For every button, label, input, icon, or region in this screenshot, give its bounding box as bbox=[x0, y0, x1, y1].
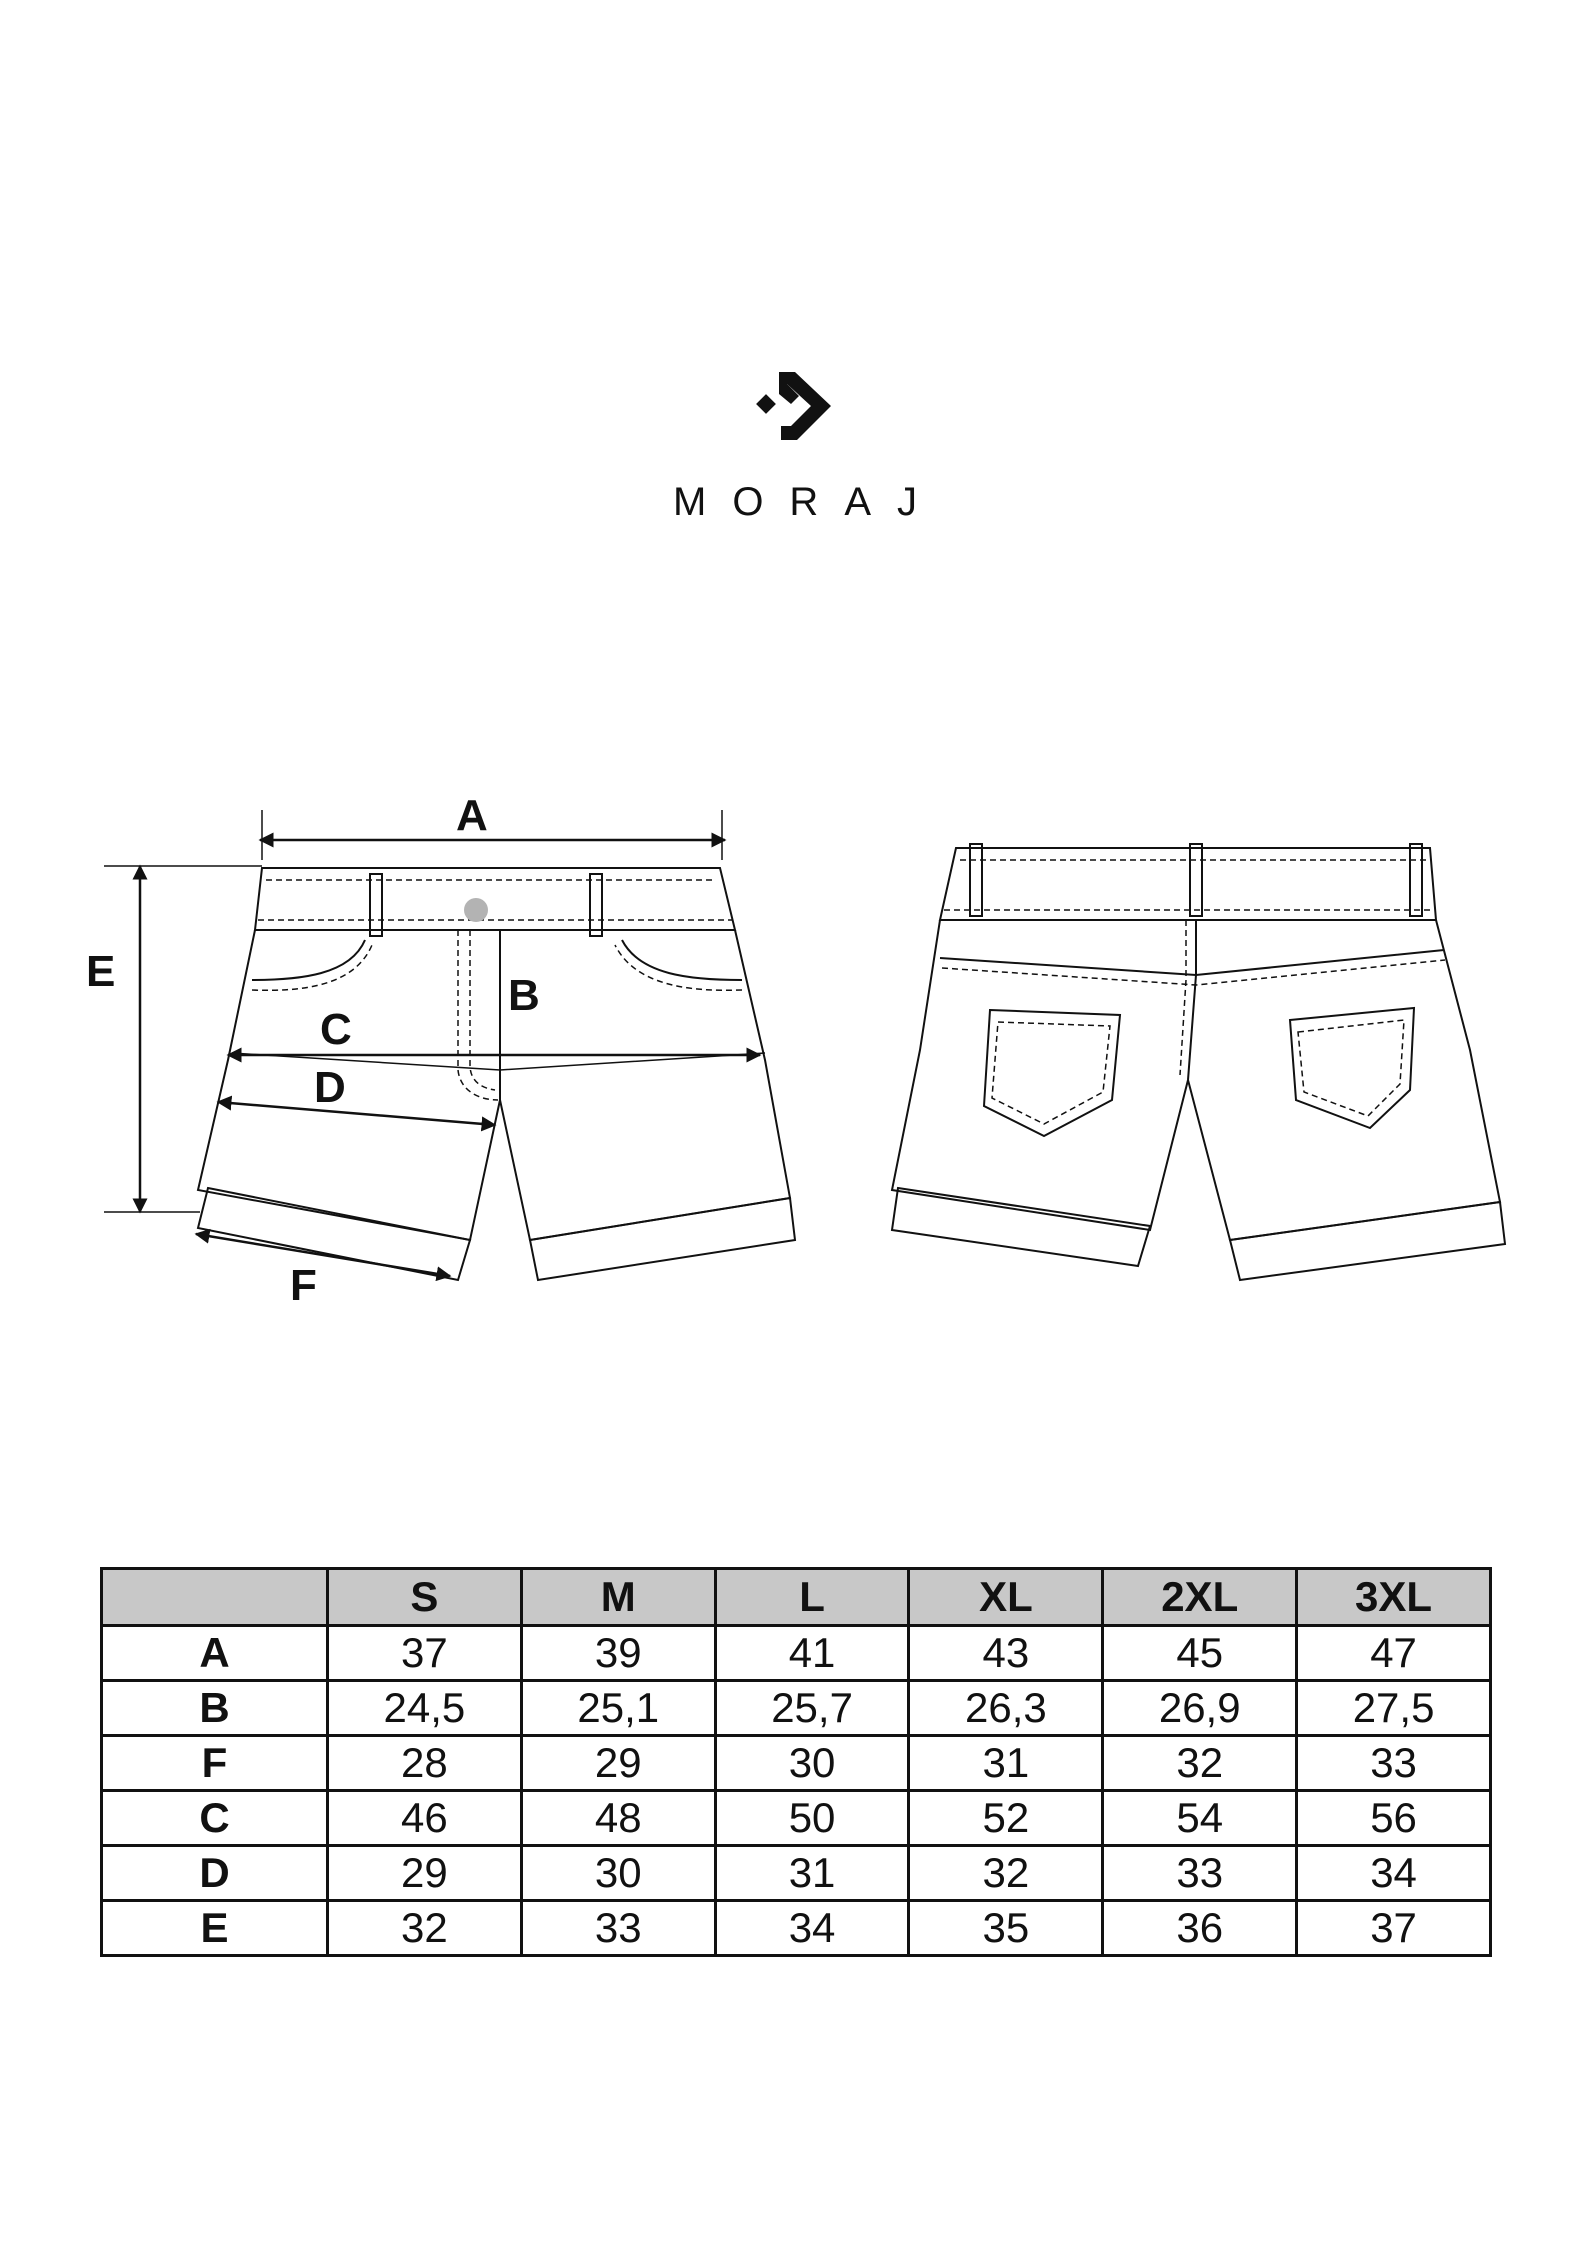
table-row bbox=[102, 1681, 1491, 1736]
corner-cell bbox=[102, 1569, 328, 1626]
table-cell: 24,5 bbox=[328, 1681, 522, 1736]
table-cell: 54 bbox=[1103, 1791, 1297, 1846]
row-label: B bbox=[102, 1681, 328, 1736]
label-d: D bbox=[314, 1063, 346, 1112]
row-label: E bbox=[102, 1901, 328, 1956]
table-cell: 31 bbox=[909, 1736, 1103, 1791]
table-cell: 32 bbox=[1103, 1736, 1297, 1791]
table-cell: 30 bbox=[715, 1736, 909, 1791]
row-label: D bbox=[102, 1846, 328, 1901]
size-table bbox=[100, 1567, 1492, 1957]
table-cell: 47 bbox=[1297, 1626, 1491, 1681]
table-cell: 41 bbox=[715, 1626, 909, 1681]
table-cell: 48 bbox=[521, 1791, 715, 1846]
table-cell: 56 bbox=[1297, 1791, 1491, 1846]
label-e: E bbox=[86, 947, 116, 996]
table-cell: 35 bbox=[909, 1901, 1103, 1956]
size-header-m: M bbox=[521, 1569, 715, 1626]
brand-name: MORAJ bbox=[673, 480, 943, 524]
table-cell: 30 bbox=[521, 1846, 715, 1901]
table-cell: 28 bbox=[328, 1736, 522, 1791]
table-cell: 26,9 bbox=[1103, 1681, 1297, 1736]
table-cell: 36 bbox=[1103, 1901, 1297, 1956]
table-row bbox=[102, 1626, 1491, 1681]
table-cell: 32 bbox=[909, 1846, 1103, 1901]
table-cell: 37 bbox=[1297, 1901, 1491, 1956]
row-label: C bbox=[102, 1791, 328, 1846]
size-header-2xl: 2XL bbox=[1103, 1569, 1297, 1626]
size-header-l: L bbox=[715, 1569, 909, 1626]
table-cell: 25,1 bbox=[521, 1681, 715, 1736]
table-cell: 39 bbox=[521, 1626, 715, 1681]
table-cell: 32 bbox=[328, 1901, 522, 1956]
table-cell: 29 bbox=[328, 1846, 522, 1901]
table-cell: 50 bbox=[715, 1791, 909, 1846]
table-cell: 33 bbox=[1103, 1846, 1297, 1901]
table-cell: 52 bbox=[909, 1791, 1103, 1846]
label-c: C bbox=[320, 1005, 352, 1054]
table-cell: 46 bbox=[328, 1791, 522, 1846]
front-view bbox=[198, 868, 795, 1280]
table-cell: 34 bbox=[715, 1901, 909, 1956]
label-a: A bbox=[456, 791, 488, 840]
table-cell: 34 bbox=[1297, 1846, 1491, 1901]
table-cell: 31 bbox=[715, 1846, 909, 1901]
size-header-3xl: 3XL bbox=[1297, 1569, 1491, 1626]
size-header-row bbox=[102, 1569, 1491, 1626]
table-cell: 45 bbox=[1103, 1626, 1297, 1681]
shorts-drawing bbox=[0, 770, 1588, 1330]
label-f: F bbox=[290, 1261, 317, 1310]
size-header-xl: XL bbox=[909, 1569, 1103, 1626]
brand-logo bbox=[640, 370, 950, 540]
table-row bbox=[102, 1846, 1491, 1901]
table-cell: 25,7 bbox=[715, 1681, 909, 1736]
shorts-measurement-diagram bbox=[0, 770, 1588, 1330]
label-b: B bbox=[508, 971, 540, 1020]
table-cell: 37 bbox=[328, 1626, 522, 1681]
table-cell: 33 bbox=[521, 1901, 715, 1956]
button-icon bbox=[464, 898, 488, 922]
table-cell: 33 bbox=[1297, 1736, 1491, 1791]
table-cell: 27,5 bbox=[1297, 1681, 1491, 1736]
table-row bbox=[102, 1791, 1491, 1846]
size-header-s: S bbox=[328, 1569, 522, 1626]
table-row bbox=[102, 1736, 1491, 1791]
back-view bbox=[892, 844, 1505, 1280]
table-cell: 26,3 bbox=[909, 1681, 1103, 1736]
table-row bbox=[102, 1901, 1491, 1956]
table-cell: 29 bbox=[521, 1736, 715, 1791]
row-label: A bbox=[102, 1626, 328, 1681]
table-cell: 43 bbox=[909, 1626, 1103, 1681]
row-label: F bbox=[102, 1736, 328, 1791]
chevron-diamond-icon bbox=[755, 370, 845, 440]
